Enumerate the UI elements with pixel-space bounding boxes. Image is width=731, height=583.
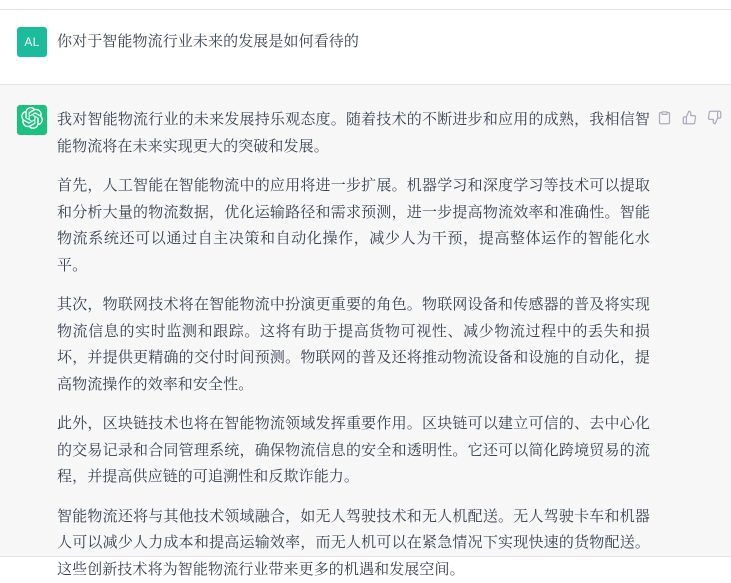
user-avatar bbox=[17, 27, 47, 57]
copy-button[interactable] bbox=[657, 110, 672, 125]
message-actions bbox=[657, 105, 722, 125]
assistant-paragraph: 首先，人工智能在智能物流中的应用将进一步扩展。机器学习和深度学习等技术可以提取和分析大量的物流数据，优化运输路径和需求预测，进一步提高物流效率和准确性。智能物流系统还可以通过自主决策和自动化操作，减少人为干预，提高整体运作的智能化水平。 bbox=[57, 177, 650, 274]
assistant-message bbox=[0, 85, 731, 578]
assistant-paragraph: 智能物流还将与其他技术领域融合，如无人驾驶技术和无人机配送。无人驾驶卡车和机器人可以减少人力成本和提高运输效率，而无人机可以在紧急情况下实现快速的货物配送。这些创新技术将为智能物流行业带来更多的机遇和发展空间。 bbox=[57, 507, 650, 578]
thumbs-up-button[interactable] bbox=[682, 110, 697, 125]
openai-logo-icon bbox=[21, 107, 43, 134]
assistant-avatar bbox=[17, 105, 47, 135]
previous-section-edge bbox=[0, 0, 731, 10]
assistant-paragraph: 我对智能物流行业的未来发展持乐观态度。随着技术的不断进步和应用的成熟，我相信智能物流将在未来实现更大的突破和发展。 bbox=[57, 111, 650, 155]
assistant-paragraph: 其次，物联网技术将在智能物流中扮演更重要的角色。物联网设备和传感器的普及将实现物流信息的实时监测和跟踪。这将有助于提高货物可视性、减少物流过程中的丢失和损坏，并提供更精确的交付时间预测。物联网的普及还将推动物流设备和设施的自动化，提高物流操作的效率和安全性。 bbox=[57, 296, 650, 393]
user-message-text: 你对于智能物流行业未来的发展是如何看待的 bbox=[57, 33, 360, 50]
copy-icon bbox=[657, 110, 672, 125]
assistant-message-text bbox=[57, 105, 650, 583]
thumbs-down-button[interactable] bbox=[707, 110, 722, 125]
thumbs-up-icon bbox=[682, 110, 697, 125]
thumbs-down-icon bbox=[707, 110, 722, 125]
user-message bbox=[0, 10, 731, 85]
assistant-paragraph: 此外，区块链技术也将在智能物流领域发挥重要作用。区块链可以建立可信的、去中心化的交易记录和合同管理系统，确保物流信息的安全和透明性。它还可以简化跨境贸易的流程，并提高供应链的可追溯性和反欺诈能力。 bbox=[57, 415, 650, 485]
user-avatar-initials: AL bbox=[24, 35, 40, 49]
